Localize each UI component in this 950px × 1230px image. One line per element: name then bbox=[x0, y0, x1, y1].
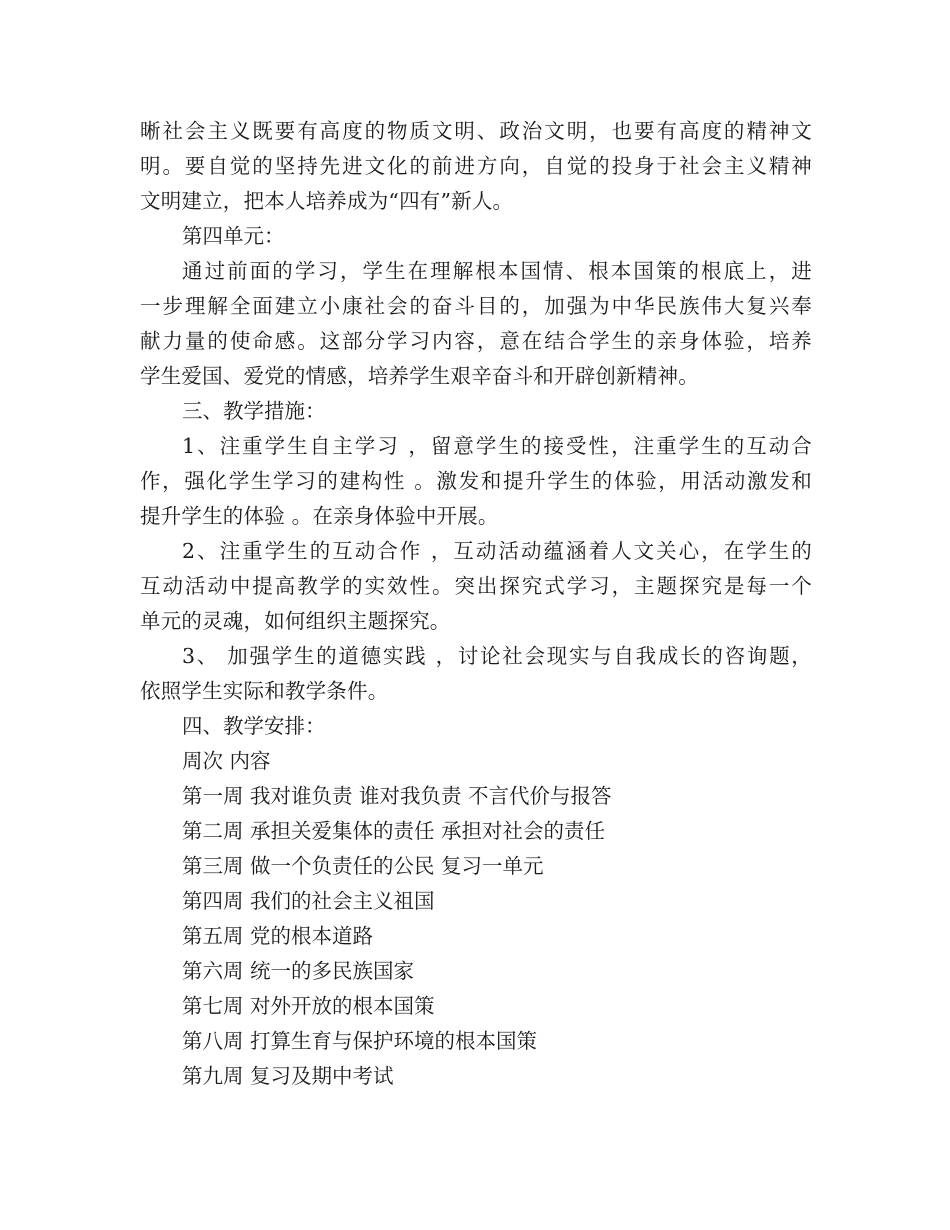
schedule-row: 第七周 对外开放的根本国策 bbox=[182, 994, 435, 1018]
text-line: 1、注重学生自主学习 ，留意学生的接受性，注重学生的互动合 bbox=[182, 434, 812, 458]
section3-heading: 三、教学措施： bbox=[182, 399, 326, 423]
schedule-header: 周次 内容 bbox=[182, 749, 271, 773]
schedule-row: 第九周 复习及期中考试 bbox=[182, 1064, 394, 1088]
text-line: 一步理解全面建立小康社会的奋斗目的，加强为中华民族伟大复兴奉 bbox=[140, 294, 812, 318]
text-line: 学生爱国、爱党的情感，培养学生艰辛奋斗和开辟创新精神。 bbox=[140, 364, 699, 388]
text-line: 献力量的使命感。这部分学习内容，意在结合学生的亲身体验，培养 bbox=[140, 329, 812, 353]
schedule-row: 第一周 我对谁负责 谁对我负责 不言代价与报答 bbox=[182, 784, 612, 808]
unit4-heading: 第四单元： bbox=[182, 224, 285, 248]
schedule-row: 第三周 做一个负责任的公民 复习一单元 bbox=[182, 854, 544, 878]
paragraph-unit4 bbox=[140, 254, 812, 394]
text-line: 互动活动中提高教学的实效性。突出探究式学习，主题探究是每一个 bbox=[140, 574, 812, 598]
teaching-schedule bbox=[140, 744, 812, 1094]
text-line: 依照学生实际和教学条件。 bbox=[140, 679, 389, 703]
text-line: 3、 加强学生的道德实践 ，讨论社会现实与自我成长的咨询题， bbox=[182, 644, 812, 668]
document-body bbox=[140, 114, 812, 1094]
text-line: 晰社会主义既要有高度的物质文明、政治文明，也要有高度的精神文 bbox=[140, 119, 812, 143]
text-line: 2、注重学生的互动合作 ，互动活动蕴涵着人文关心，在学生的 bbox=[182, 539, 812, 563]
section4-heading: 四、教学安排： bbox=[182, 714, 326, 738]
schedule-row: 第二周 承担关爱集体的责任 承担对社会的责任 bbox=[182, 819, 606, 843]
measure-item-3 bbox=[140, 639, 812, 709]
text-line: 提升学生的体验 。在亲身体验中开展。 bbox=[140, 504, 499, 528]
text-line: 明。要自觉的坚持先进文化的前进方向，自觉的投身于社会主义精神 bbox=[140, 154, 812, 178]
text-line: 文明建立，把本人培养成为“四有”新人。 bbox=[140, 189, 514, 213]
paragraph-spiritual-civilization bbox=[140, 114, 812, 219]
measure-item-1 bbox=[140, 429, 812, 534]
text-line: 单元的灵魂，如何组织主题探究。 bbox=[140, 609, 451, 633]
schedule-row: 第六周 统一的多民族国家 bbox=[182, 959, 415, 983]
measure-item-2 bbox=[140, 534, 812, 639]
schedule-row: 第五周 党的根本道路 bbox=[182, 924, 374, 948]
schedule-row: 第八周 打算生育与保护环境的根本国策 bbox=[182, 1029, 538, 1053]
schedule-row: 第四周 我们的社会主义祖国 bbox=[182, 889, 435, 913]
text-line: 通过前面的学习，学生在理解根本国情、根本国策的根底上，进 bbox=[182, 259, 812, 283]
text-line: 作，强化学生学习的建构性 。激发和提升学生的体验，用活动激发和 bbox=[140, 469, 812, 493]
